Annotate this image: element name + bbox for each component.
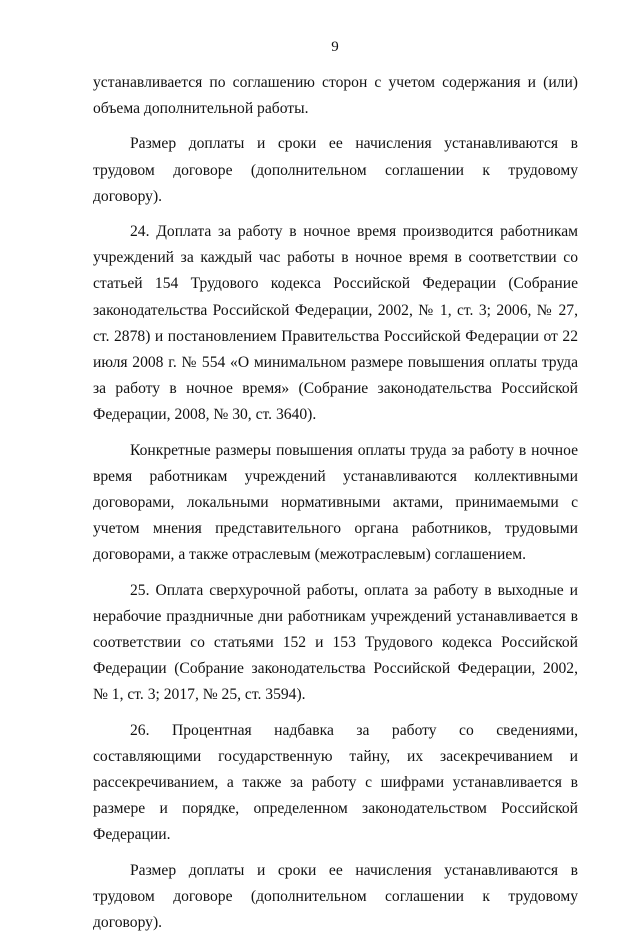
paragraph-clause-24: 24. Доплата за работу в ночное время производится работникам учреждений за каждый час работы в ночное время в соответствии со статьей 154 Трудового кодекса Российской Федерации (Собрание законодательства Российской Федерации, 2002, № 1, ст. 3; 2006, № 27, ст. 2878) и постановлением Правительства Российской Федерации от 22 июля 2008 г. № 554 «О минимальном размере повышения оплаты труда за работу в ночное время» (Собрание законодательства Российской Федерации, 2008, № 30, ст. 3640). [93,223,578,424]
paragraph-clause-26: 26. Процентная надбавка за работу со сведениями, составляющими государственную тайну, их засекречиванием и рассекречиванием, а также за работу с шифрами устанавливается в размере и порядке, определенном законодательством Российской Федерации. [93,721,578,844]
paragraph-continuation: устанавливается по соглашению сторон с учетом содержания и (или) объема дополнительной работы. [93,74,578,118]
paragraph-night-work-amounts: Конкретные размеры повышения оплаты труда за работу в ночное время работникам учреждений устанавливаются коллективными договорами, локальными нормативными актами, принимаемыми с учетом мнения представительного органа работников, трудовыми договорами, а также отраслевым (межотраслевым) соглашением. [93,441,578,564]
paragraph-surcharge-terms: Размер доплаты и сроки ее начисления устанавливаются в трудовом договоре (дополнительном соглашении к трудовому договору). [93,135,578,205]
paragraph-surcharge-terms-final: Размер доплаты и сроки ее начисления устанавливаются в трудовом договоре (дополнительном соглашении к трудовому договору). [93,861,578,932]
paragraph-clause-25: 25. Оплата сверхурочной работы, оплата за работу в выходные и нерабочие праздничные дни работникам учреждений устанавливается в соответствии со статьями 152 и 153 Трудового кодекса Российской Федерации (Собрание законодательства Российской Федерации, 2002, № 1, ст. 3; 2017, № 25, ст. 3594). [93,581,578,704]
document-body [93,70,578,946]
page-number: 9 [331,39,339,55]
